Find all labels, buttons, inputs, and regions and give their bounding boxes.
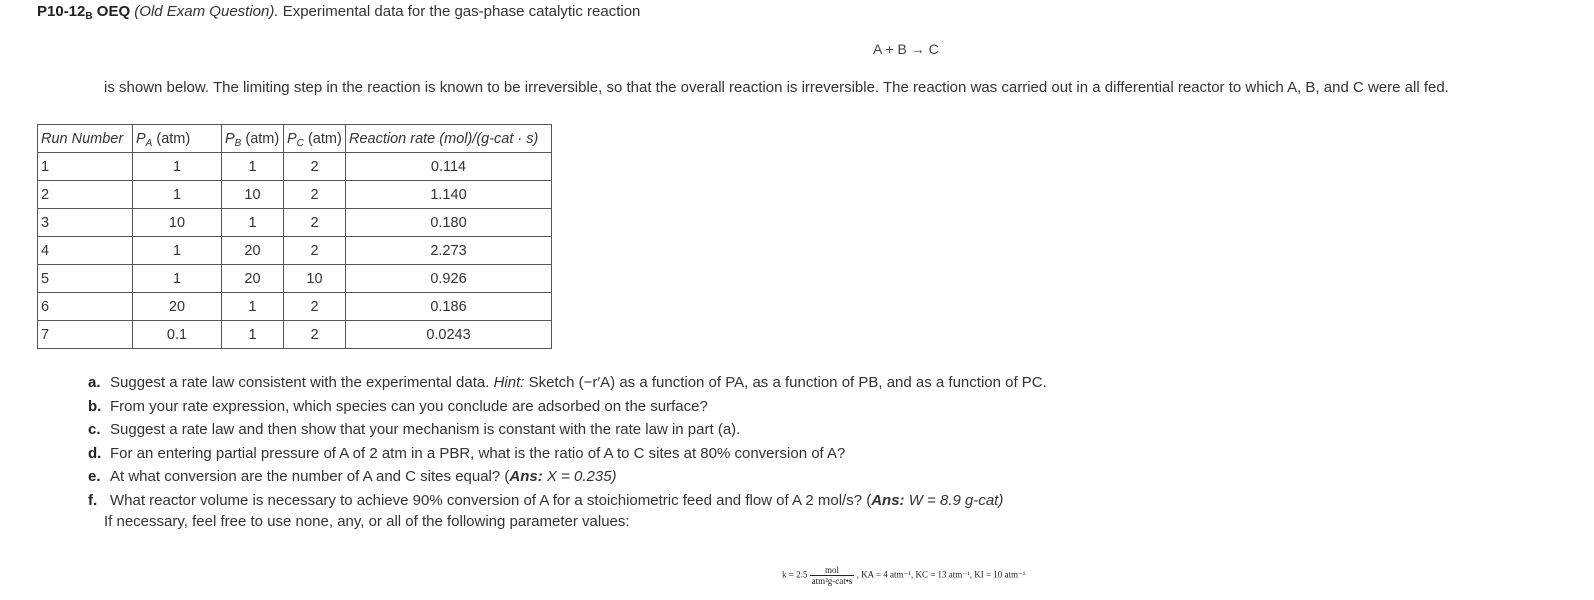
cell-run: 7: [38, 321, 133, 349]
cell-rate: 1.140: [346, 181, 552, 209]
cell-pc: 10: [284, 265, 346, 293]
table-row: [38, 293, 552, 321]
cell-run: 3: [38, 209, 133, 237]
header-run: Run Number: [38, 125, 133, 153]
table-row: [38, 265, 552, 293]
table-row: [38, 209, 552, 237]
problem-id: $P10-12_B$ OEQ: [37, 3, 131, 22]
parameter-formula: k = 2.5 $\frac{\text{mol}}{\text{atm²g-cat•s}}$ , KA = 4 atm⁻¹, KC = 13 atm⁻¹, KI = 10 atm⁻¹: [782, 565, 1026, 586]
cell-pb: 1: [222, 209, 284, 237]
cell-pa: 20: [133, 293, 222, 321]
question-c: c. Suggest a rate law and then show that your mechanism is constant with the rate law in part (a).: [88, 421, 741, 438]
cell-pb: 10: [222, 181, 284, 209]
header-rate: Reaction rate (mol)/(g-cat · s): [346, 125, 552, 153]
question-d: d. For an entering partial pressure of A of 2 atm in a PBR, what is the ratio of A to C sites at 80% conversion of A?: [88, 444, 846, 462]
cell-rate: 0.114: [346, 153, 552, 181]
cell-run: 6: [38, 293, 133, 321]
cell-pb: 20: [222, 265, 284, 293]
header-pa: $P_A$ (atm): [133, 125, 222, 153]
cell-pb: 1: [222, 153, 284, 181]
question-f: f. What reactor volume is necessary to achieve 90% conversion of A for a stoichiometric feed and flow of A 2 mol/s? (Ans: W = 8.9 g-cat): [88, 491, 1004, 509]
reaction-equation: A + B → C: [873, 41, 939, 57]
cell-run: 5: [38, 265, 133, 293]
cell-pb: 1: [222, 293, 284, 321]
cell-pc: 2: [284, 181, 346, 209]
cell-pa: 0.1: [133, 321, 222, 349]
cell-rate: 0.926: [346, 265, 552, 293]
problem-tag-detail: (Old Exam Question).: [134, 3, 279, 20]
cell-pa: 1: [133, 237, 222, 265]
cell-pc: 2: [284, 237, 346, 265]
question-e: e. At what conversion are the number of A and C sites equal? (Ans: X = 0.235): [88, 468, 617, 485]
problem-description: is shown below. The limiting step in the reaction is known to be irreversible, so that the overall reaction is irreversible. The reaction was carried out in a differential reactor to which A, B, and C were all fed.: [104, 79, 1449, 96]
header-pc: $P_C$ (atm): [284, 125, 346, 153]
table-row: [38, 153, 552, 181]
table-row: [38, 237, 552, 265]
cell-pa: 1: [133, 153, 222, 181]
question-list: [88, 371, 1047, 512]
cell-pb: 20: [222, 237, 284, 265]
cell-pc: 2: [284, 293, 346, 321]
question-a: a. Suggest a rate law consistent with the experimental data. Hint: Sketch (−r′A) as a function of PA, as a function of PB, and as a function of PC.: [88, 374, 1047, 391]
cell-pc: 2: [284, 153, 346, 181]
cell-run: 2: [38, 181, 133, 209]
cell-pa: 1: [133, 181, 222, 209]
parameter-intro: If necessary, feel free to use none, any, or all of the following parameter values:: [104, 513, 630, 530]
cell-pa: 10: [133, 209, 222, 237]
question-b: b. From your rate expression, which species can you conclude are adsorbed on the surface?: [88, 397, 708, 415]
table-row: [38, 321, 552, 349]
header-pb: $P_B$ (atm): [222, 125, 284, 153]
problem-title: [37, 3, 640, 20]
cell-rate: 0.0243: [346, 321, 552, 349]
cell-pc: 2: [284, 321, 346, 349]
table-row: [38, 181, 552, 209]
data-table: [37, 124, 552, 349]
cell-rate: 0.180: [346, 209, 552, 237]
cell-rate: 0.186: [346, 293, 552, 321]
table-header-row: [38, 125, 552, 153]
cell-pc: 2: [284, 209, 346, 237]
cell-run: 1: [38, 153, 133, 181]
cell-pb: 1: [222, 321, 284, 349]
cell-rate: 2.273: [346, 237, 552, 265]
cell-run: 4: [38, 237, 133, 265]
problem-intro: Experimental data for the gas-phase catalytic reaction: [282, 3, 641, 20]
cell-pa: 1: [133, 265, 222, 293]
